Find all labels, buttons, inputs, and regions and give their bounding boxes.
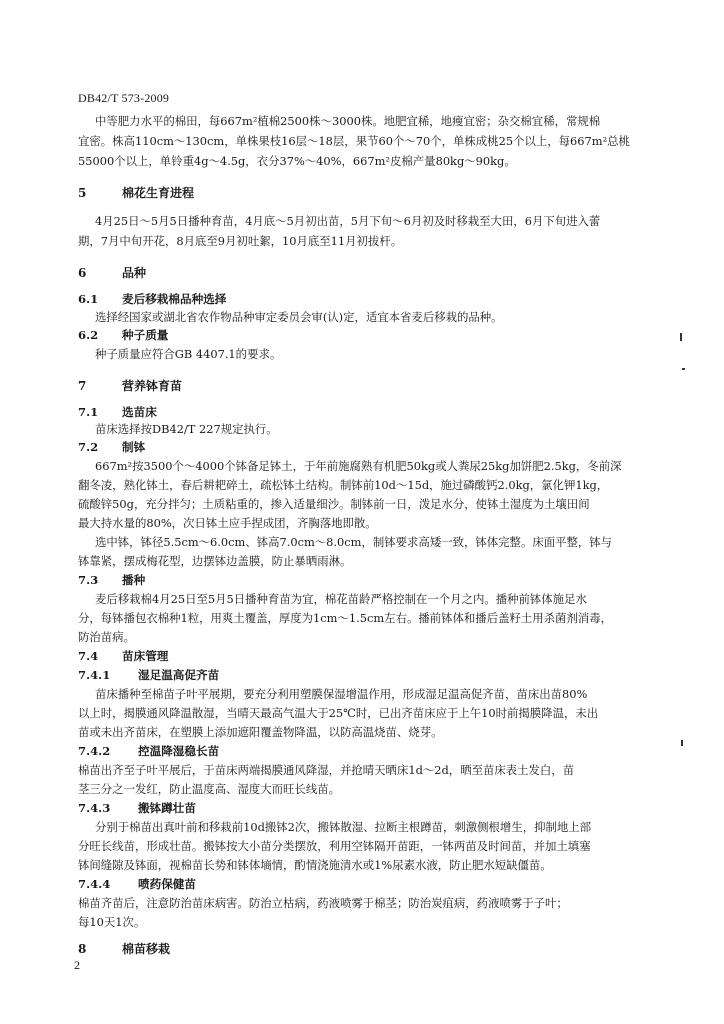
section-7-2-heading: [78, 439, 145, 455]
section-number: 7.2: [78, 440, 99, 454]
section-5-line-2: 期，7月中旬开花，8月底至9月初吐絮，10月底至11月初拔杆。: [78, 234, 403, 248]
section-7-4-4-line-1: 棉苗齐苗后，注意防治苗床病害。防治立枯病，药液喷雾于棉茎；防治炭疽病，药液喷雾于子叶；: [78, 896, 568, 910]
section-5-heading: [78, 184, 194, 201]
intro-line-2: 宜密。株高110cm～130cm，单株果枝16层～18层，果节60个～70个，单株成桃25个以上，每667m²总桃: [78, 134, 630, 148]
section-number: 7.4.2: [78, 744, 111, 758]
intro-line-3: 55000个以上，单铃重4g～4.5g，衣分37%～40%，667m²皮棉产量80kg～90kg。: [78, 154, 516, 168]
section-title: 棉苗移栽: [122, 942, 171, 956]
section-7-4-3-line-3: 钵间缝隙及钵面，视棉苗长势和钵体墒情，酌情浇施清水或1%尿素水液，防止肥水短缺僵苗。: [78, 858, 552, 872]
section-number: 7.4: [78, 649, 99, 663]
section-title: 种子质量: [122, 328, 169, 342]
section-7-3-heading: [78, 572, 145, 588]
section-title: 制钵: [122, 440, 146, 454]
section-title: 营养钵育苗: [122, 379, 183, 393]
section-7-2-p1-line-4: 最大持水量的80%，次日钵土应手捏成团，齐胸落地即散。: [78, 516, 377, 530]
section-title: 麦后移栽棉品种选择: [122, 292, 227, 306]
page-number: 2: [74, 958, 80, 972]
section-number: 7.4.4: [78, 877, 111, 891]
section-number: 7.3: [78, 573, 99, 587]
section-6-1-text: 选择经国家或湖北省农作物品种审定委员会审(认)定，适宜本省麦后移栽的品种。: [95, 310, 503, 324]
section-7-4-4-line-2: 每10天1次。: [78, 915, 146, 929]
section-number: 6.1: [78, 292, 99, 306]
section-7-4-1-heading: [78, 667, 219, 683]
scan-speck: [680, 333, 682, 341]
section-number: 7: [78, 379, 87, 393]
section-number: 8: [78, 942, 87, 956]
section-7-2-p1-line-2: 翻冬凌，熟化钵土，春后耕耙碎土，疏松钵土结构。制钵前10d～15d，施过磷酸钙2.0kg，氯化钾1kg，: [78, 478, 609, 492]
section-6-2-heading: [78, 327, 168, 343]
section-7-4-2-line-2: 茎三分之一发红，防止温度高、湿度大而旺长线苗。: [78, 782, 340, 796]
section-7-4-3-line-2: 分旺长线苗，形成壮苗。搬钵按大小苗分类摆放，利用空钵隔开苗距，一钵两苗及时间苗，并加土填塞: [78, 839, 591, 853]
section-number: 6: [78, 266, 87, 280]
section-number: 6.2: [78, 328, 99, 342]
section-8-heading: [78, 940, 170, 957]
section-7-heading: [78, 377, 182, 394]
section-7-4-2-heading: [78, 743, 219, 759]
section-7-1-text: 苗床选择按DB42/T 227规定执行。: [95, 422, 278, 436]
section-number: 7.4.1: [78, 668, 111, 682]
section-title: 选苗床: [122, 405, 157, 419]
section-number: 7.4.3: [78, 801, 111, 815]
section-number: 5: [78, 186, 87, 200]
section-7-3-line-1: 麦后移栽棉4月25日至5月5日播种育苗为宜，棉花苗龄严格控制在一个月之内。播种前钵体施足水: [95, 592, 587, 606]
section-7-3-line-3: 防治苗病。: [78, 630, 135, 644]
section-7-4-4-heading: [78, 876, 196, 892]
section-number: 7.1: [78, 405, 99, 419]
standard-id: DB42/T 573-2009: [78, 91, 170, 105]
section-title: 控温降湿稳长苗: [138, 744, 220, 758]
section-title: 品种: [122, 266, 147, 280]
intro-line-1: 中等肥力水平的棉田，每667m²植棉2500株～3000株。地肥宜稀，地瘦宜密；杂交棉宜稀，常规棉: [95, 114, 601, 128]
section-5-line-1: 4月25日～5月5日播种育苗，4月底～5月初出苗，5月下旬～6月初及时移栽至大田，6月下旬进入蕾: [95, 214, 601, 228]
section-title: 搬钵蹲壮苗: [138, 801, 196, 815]
section-7-4-1-line-2: 以上时，揭膜通风降温散湿，当晴天最高气温大于25℃时，已出齐苗床应于上午10时前揭膜降温，未出: [78, 706, 599, 720]
section-7-2-p1-line-1: 667m²按3500个～4000个钵备足钵土，于年前施腐熟有机肥50kg或人粪尿25kg加饼肥2.5kg，冬前深: [95, 459, 622, 473]
section-7-3-line-2: 分，每钵播包衣棉种1粒，用爽土覆盖，厚度为1cm～1.5cm左右。播前钵体和播后盖籽土用杀菌剂消毒，: [78, 611, 612, 625]
section-7-4-1-line-3: 苗或未出齐苗床，在塑膜上添加遮阳覆盖物降温，以防高温烧苗、烧芽。: [78, 725, 443, 739]
section-6-1-heading: [78, 291, 226, 307]
section-title: 湿足温高促齐苗: [138, 668, 220, 682]
section-7-4-1-line-1: 苗床播种至棉苗子叶平展期，要充分利用塑膜保湿增温作用，形成湿足温高促齐苗，苗床出苗80%: [95, 687, 588, 701]
section-7-2-p2-line-1: 选中钵，钵径5.5cm～6.0cm、钵高7.0cm～8.0cm，制钵要求高矮一致，钵体完整。床面平整，钵与: [95, 535, 613, 549]
section-7-4-heading: [78, 648, 168, 664]
section-7-1-heading: [78, 404, 157, 420]
section-6-2-text: 种子质量应符合GB 4407.1的要求。: [95, 347, 282, 361]
section-title: 播种: [122, 573, 146, 587]
scan-speck: [681, 740, 683, 746]
section-title: 苗床管理: [122, 649, 169, 663]
section-7-2-p1-line-3: 硫酸锌50g，充分拌匀；土质粘重的，掺入适量细沙。制钵前一日，泼足水分，使钵土湿度为土壤田间: [78, 497, 590, 511]
section-title: 喷药保健苗: [138, 877, 196, 891]
section-title: 棉花生育进程: [122, 186, 195, 200]
section-7-2-p2-line-2: 钵靠紧，摆成梅花型，边摆钵边盖膜，防止暴晒雨淋。: [78, 554, 352, 568]
section-7-4-2-line-1: 棉苗出齐至子叶平展后，于苗床两端揭膜通风降湿，并抢晴天晒床1d～2d，晒至苗床表土发白，苗: [78, 763, 575, 777]
scan-speck: [682, 368, 685, 370]
section-7-4-3-heading: [78, 800, 196, 816]
section-6-heading: [78, 264, 146, 281]
section-7-4-3-line-1: 分别于棉苗出真叶前和移栽前10d搬钵2次，搬钵散湿、拉断主根蹲苗，刺激侧根增生，抑制地上部: [95, 820, 592, 834]
